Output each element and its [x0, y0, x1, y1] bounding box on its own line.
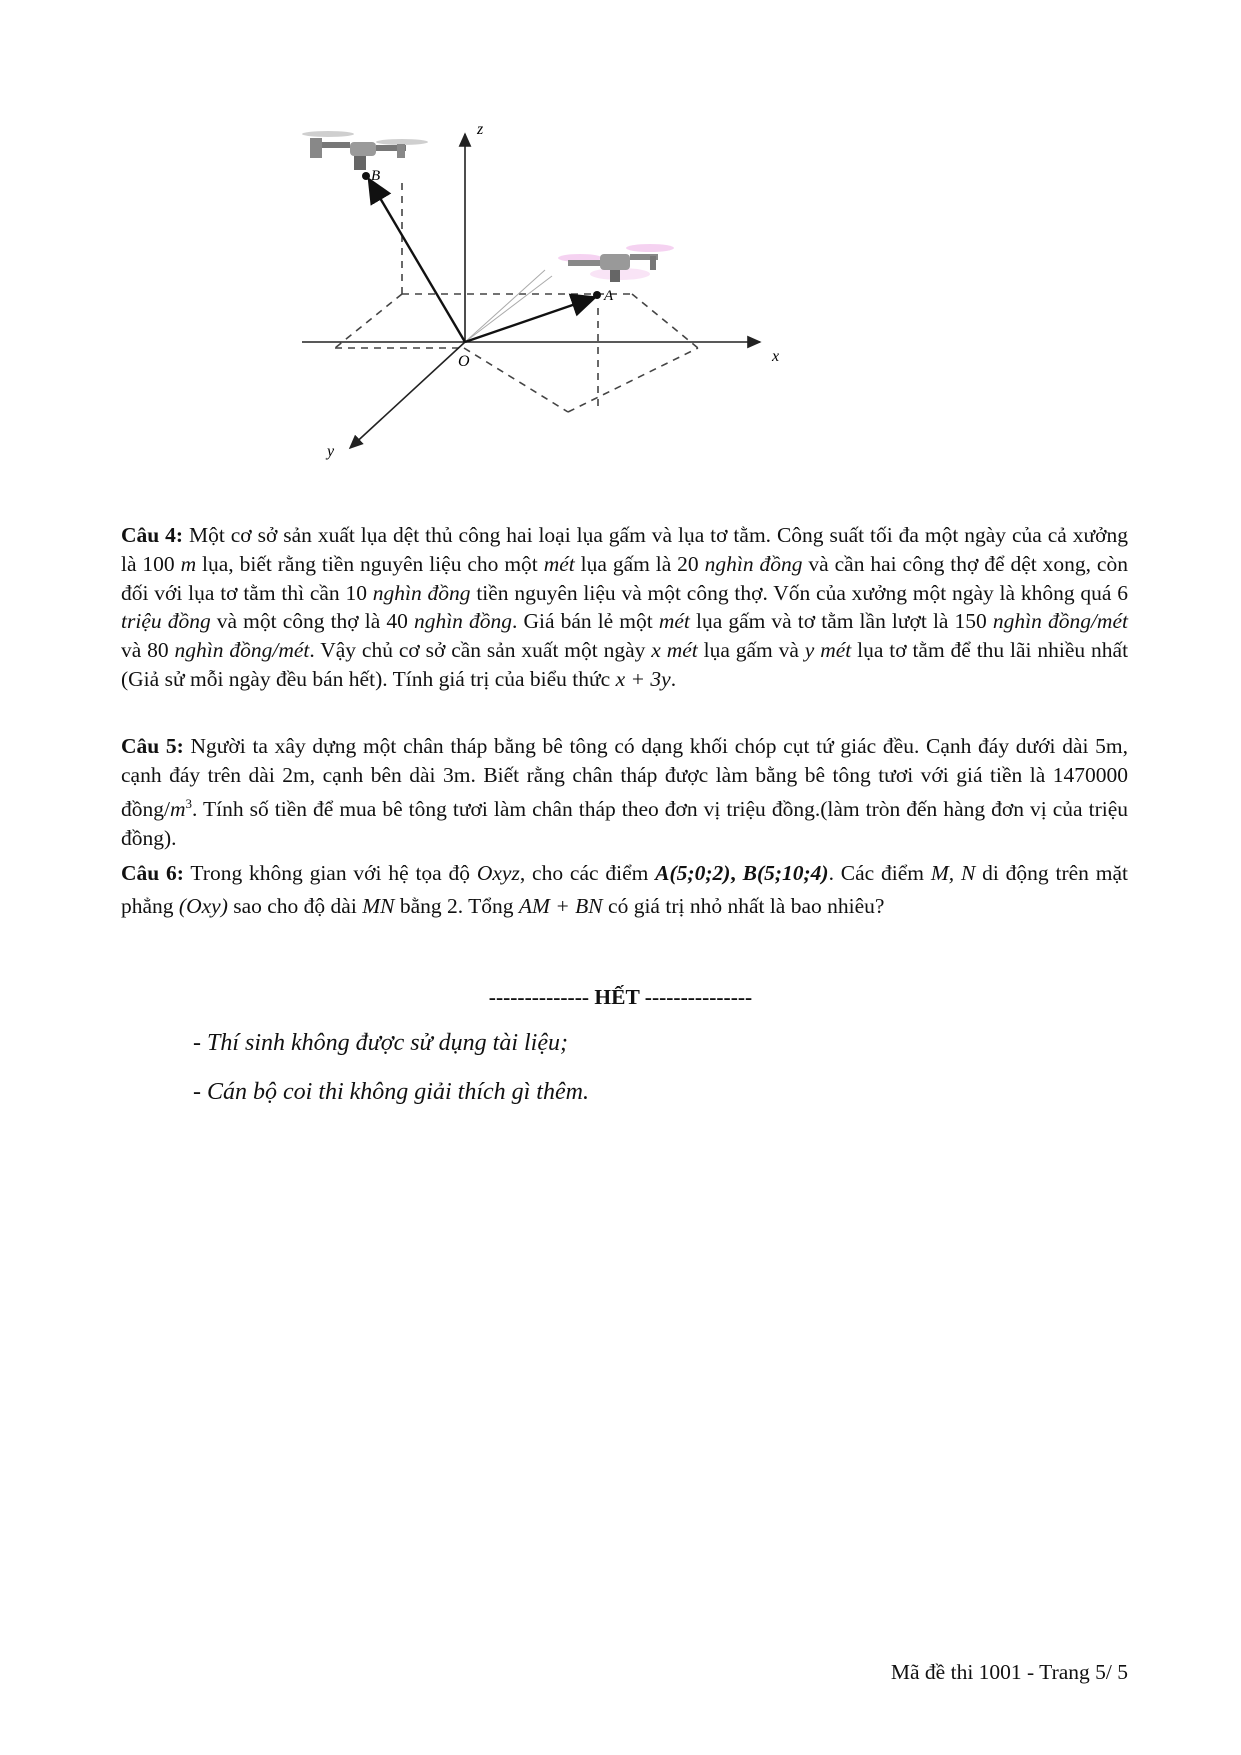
q4-text: mét: [820, 638, 852, 663]
q4-text: nghìn đồng/mét: [174, 638, 310, 663]
q4-text: lụa gấm là 20: [574, 551, 705, 576]
q6-math: AM + BN: [518, 894, 603, 918]
q5-text: Người ta xây dựng một chân tháp bằng bê tông có dạng khối chóp cụt tứ giác đều. Cạnh đáy dưới dài 5m, cạnh đáy trên dài 2m, cạnh bên dài 3m. Biết rằng chân tháp được làm bằng bê tông tươi với giá tiền là 1470000 đồng/: [121, 734, 1128, 821]
q4-text: và một công thợ là 40: [210, 609, 414, 634]
question-6-label: Câu 6:: [121, 861, 184, 885]
point-b: [362, 172, 370, 180]
q6-text: ,: [730, 861, 743, 885]
question-5: [121, 732, 1128, 852]
q6-text: có giá trị nhỏ nhất là bao nhiêu?: [602, 894, 885, 918]
q4-text: nghìn đồng: [413, 609, 512, 634]
q5-text: . Tính số tiền để mua bê tông tươi làm chân tháp theo đơn vị triệu đồng.(làm tròn đến hàng đơn vị của triệu đồng).: [121, 796, 1128, 850]
q4-text: Một cơ sở sản xuất lụa dệt thủ công hai loại lụa gấm và lụa tơ tằm. Công suất tối đa một ngày của cả xưởng là 100: [121, 523, 1128, 576]
q4-text: lụa gấm và tơ tằm lần lượt là 150: [689, 609, 993, 634]
q6-point-a: A(5;0;2): [655, 861, 731, 885]
question-6: [121, 857, 1128, 923]
drone-b-icon: [302, 131, 428, 170]
point-a-label: A: [604, 288, 614, 304]
q4-text: và cần hai công thợ để dệt xong, còn đối với lụa tơ tằm thì cần 10: [121, 551, 1128, 605]
q5-unit: m: [169, 796, 186, 821]
q6-text: sao cho độ dài: [227, 894, 363, 918]
q6-text: . Các điểm: [828, 861, 931, 885]
q6-text: Trong không gian với hệ tọa độ: [183, 861, 477, 885]
q4-text: .: [670, 666, 677, 691]
q6-math: (Oxy): [178, 894, 228, 918]
point-a: [593, 291, 601, 299]
y-axis-label: y: [327, 443, 335, 460]
question-4-label: Câu 4:: [121, 523, 184, 547]
q4-text: nghìn đồng: [372, 580, 471, 605]
coordinate-figure: [327, 121, 900, 518]
q4-text: . Giá bán lẻ một: [512, 609, 659, 634]
q5-unit-exp: 3: [185, 795, 193, 811]
question-4: [121, 521, 1128, 694]
q4-text: triệu đồng: [121, 609, 211, 634]
vector-ob: [370, 181, 465, 342]
q4-math: x + 3y: [615, 666, 671, 691]
q4-math: x: [651, 638, 661, 663]
q4-text: nghìn đồng: [704, 551, 803, 576]
q6-math: M, N: [930, 861, 976, 885]
q6-text: . Tổng: [457, 894, 519, 918]
q4-text: nghìn đồng/mét: [992, 609, 1128, 634]
y-axis: [350, 342, 465, 448]
q4-text: m: [180, 551, 197, 576]
q6-text: di động trên mặt phẳng: [121, 861, 1128, 918]
q4-text: lụa tơ tằm để thu lãi nhiều nhất (Giả sử mỗi ngày đều bán hết). Tính giá trị của biểu thức: [121, 638, 1129, 691]
q6-math: 2: [447, 894, 458, 918]
q6-text: bằng: [394, 894, 447, 918]
drone-a-icon: [558, 244, 674, 282]
q4-text: mét: [658, 609, 690, 634]
x-axis-label: x: [772, 348, 780, 365]
q6-text: , cho các điểm: [519, 861, 656, 885]
q4-text: mét: [666, 638, 698, 663]
q6-math: MN: [362, 894, 395, 918]
q4-text: tiền nguyên liệu và một công thợ. Vốn của xưởng một ngày là không quá 6: [470, 580, 1128, 605]
note-2: - Cán bộ coi thi không giải thích gì thêm.: [193, 1079, 589, 1105]
q4-math: y: [804, 638, 815, 663]
z-axis-label: z: [477, 121, 484, 138]
q4-text: . Vậy chủ cơ sở cần sản xuất một ngày: [309, 638, 652, 663]
point-b-label: B: [371, 168, 381, 184]
q4-text: lụa gấm và: [697, 638, 805, 663]
q4-text: và 80: [121, 638, 175, 663]
page-footer: Mã đề thi 1001 - Trang 5/ 5: [890, 1660, 1128, 1684]
origin-label: O: [458, 353, 470, 370]
q4-text: lụa, biết rằng tiền nguyên liệu cho một: [196, 551, 544, 576]
q6-math: Oxyz: [476, 861, 520, 885]
end-marker: -------------- HẾT ---------------: [488, 985, 753, 1009]
vector-oa: [465, 298, 593, 342]
q4-text: mét: [543, 551, 575, 576]
question-5-label: Câu 5:: [121, 734, 184, 758]
note-1: - Thí sinh không được sử dụng tài liệu;: [193, 1030, 568, 1056]
q6-point-b: B(5;10;4): [742, 861, 829, 885]
